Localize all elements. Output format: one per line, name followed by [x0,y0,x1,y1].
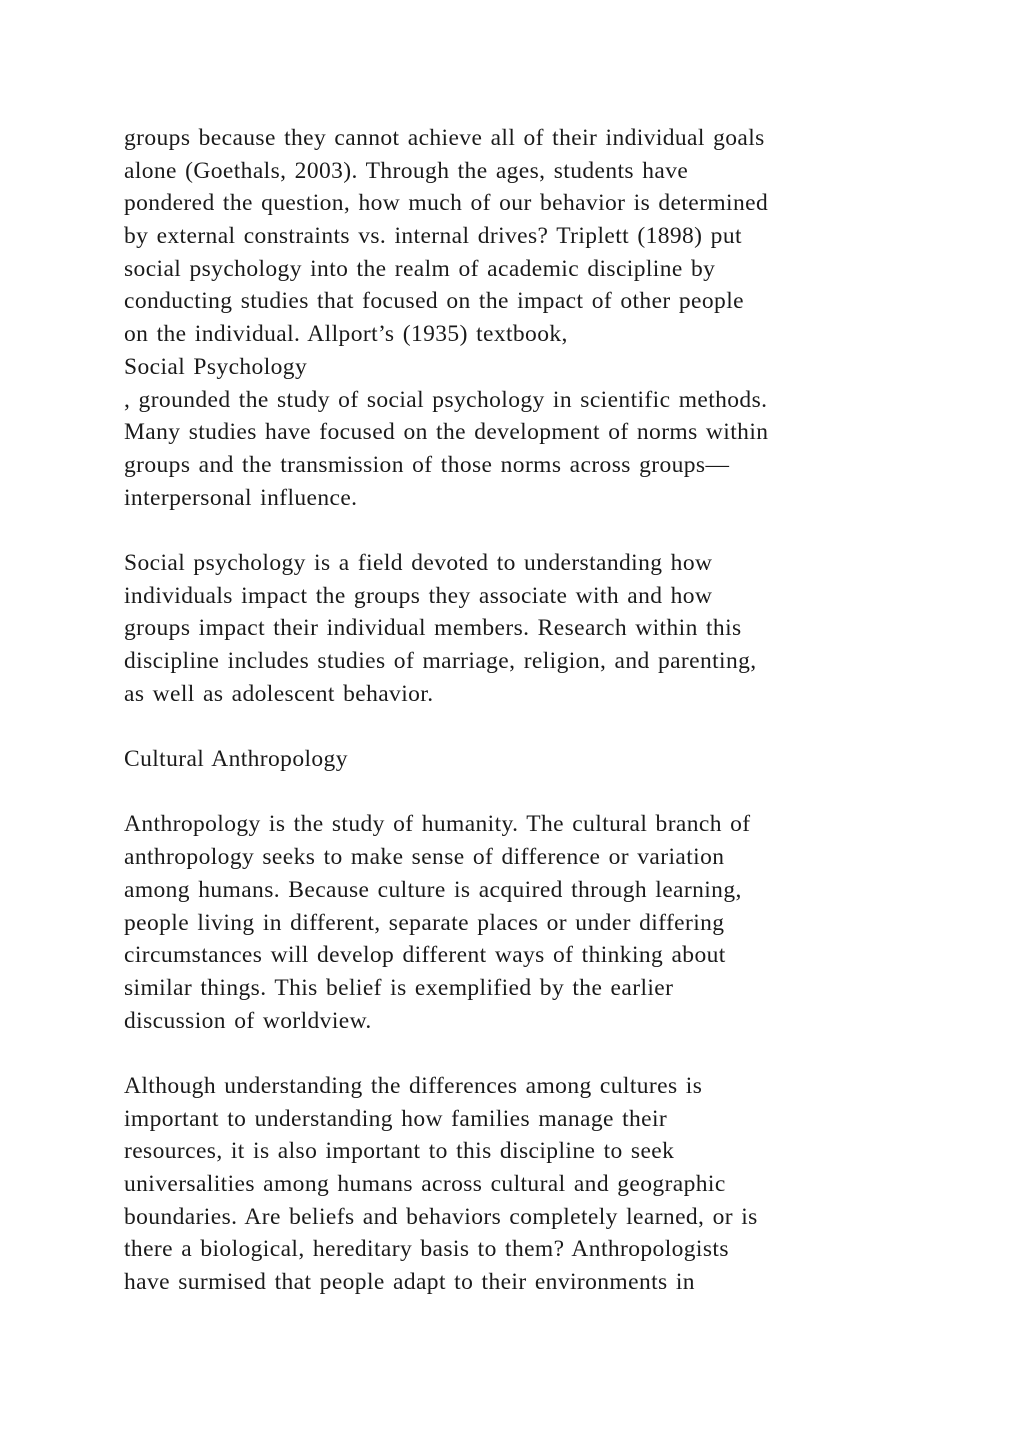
paragraph-social-psychology-definition [124,547,904,710]
text-line: groups and the transmission of those norms across groups— [124,451,730,478]
text-line: alone (Goethals, 2003). Through the ages, students have [124,157,689,184]
text-line: groups impact their individual members. Research within this [124,615,742,642]
text-line: on the individual. Allport’s (1935) textbook, [124,321,568,348]
text-line: people living in different, separate places or under differing [124,909,725,936]
text-line: there a biological, hereditary basis to them? Anthropologists [124,1236,729,1263]
text-line: boundaries. Are beliefs and behaviors completely learned, or is [124,1203,758,1230]
text-line: discussion of worldview. [124,1007,372,1034]
text-line: as well as adolescent behavior. [124,680,434,707]
text-line: Social psychology is a field devoted to understanding how [124,549,713,576]
book-title-line: Social Psychology [124,353,308,380]
text-line: , grounded the study of social psychology in scientific methods. [124,386,768,413]
text-line: Anthropology is the study of humanity. The cultural branch of [124,811,751,838]
paragraph-spacer [124,514,904,547]
text-line: conducting studies that focused on the impact of other people [124,288,744,315]
text-line: important to understanding how families manage their [124,1105,668,1132]
text-line: among humans. Because culture is acquired through learning, [124,876,742,903]
text-line: Many studies have focused on the development of norms within [124,419,769,446]
text-line: individuals impact the groups they associate with and how [124,582,713,609]
text-line: pondered the question, how much of our behavior is determined [124,190,769,217]
text-line: groups because they cannot achieve all of their individual goals [124,125,765,151]
paragraph-anthropology-definition [124,808,904,1037]
paragraph-spacer [124,710,904,743]
paragraph-spacer [124,1037,904,1070]
document-body [124,122,904,1299]
text-line: similar things. This belief is exemplified by the earlier [124,974,674,1001]
text-line: resources, it is also important to this discipline to seek [124,1138,675,1165]
text-line: universalities among humans across cultural and geographic [124,1171,726,1197]
text-line: have surmised that people adapt to their environments in [124,1269,695,1296]
paragraph-anthropology-universalities [124,1070,904,1299]
paragraph-social-psychology-history [124,122,904,514]
section-heading-cultural-anthropology: Cultural Anthropology [124,746,348,773]
text-line: discipline includes studies of marriage, religion, and parenting, [124,648,757,674]
text-line: Although understanding the differences among cultures is [124,1072,703,1099]
text-line: circumstances will develop different ways of thinking about [124,942,726,969]
text-line: social psychology into the realm of academic discipline by [124,255,716,282]
text-line: by external constraints vs. internal drives? Triplett (1898) put [124,223,742,250]
text-line: anthropology seeks to make sense of difference or variation [124,844,725,871]
text-line: interpersonal influence. [124,484,358,511]
paragraph-spacer [124,776,904,809]
